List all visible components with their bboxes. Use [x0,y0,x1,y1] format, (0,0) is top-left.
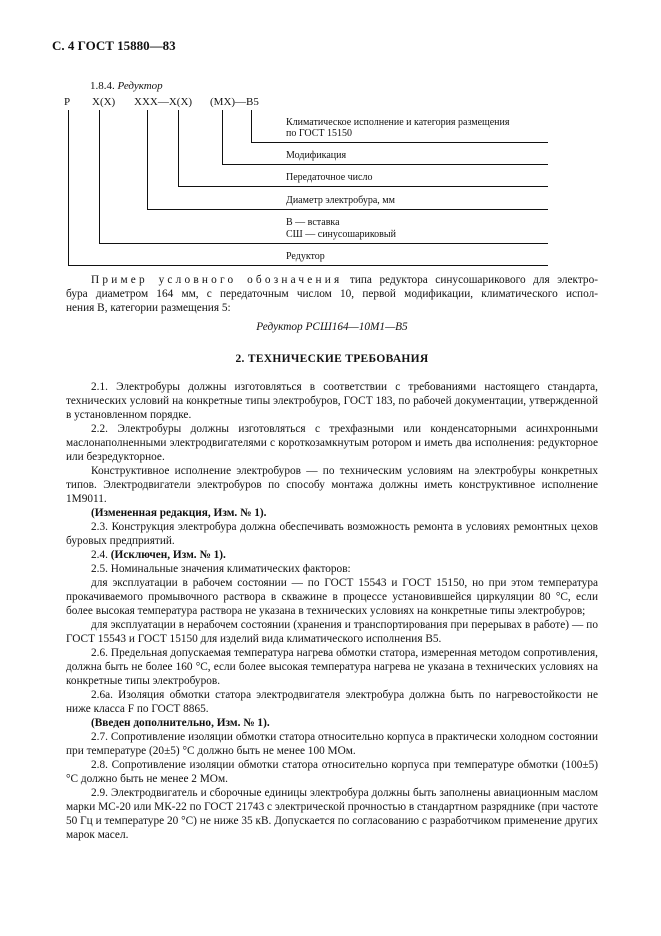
connector-type [99,110,100,243]
leader-climate [251,142,548,143]
label-diameter: Диаметр электробура, мм [286,195,395,206]
label-ratio: Передаточное число [286,172,373,183]
section-2-body [66,380,598,842]
paragraph-2-2: 2.2. Электробуры должны изготовляться с трехфазными или конденсаторными асинхронными маслонаполненными электродвигателями с короткозамкнутым ротором и иметь два исполнения: редукторное или безредукторное. [66,423,598,463]
code-part-diameter-ratio: ХХХ—Х(Х) [134,96,193,108]
page-header: С. 4 ГОСТ 15880—83 [52,38,176,53]
connector-ratio [178,110,179,186]
paragraph-2-3: 2.3. Конструкция электробура должна обеспечивать возможность ремонта в условиях ремонтных цехов буровых предприятий. [66,521,598,547]
example-paragraph [66,273,598,315]
section-number: 1.8.4. [90,80,115,92]
paragraph-2-5-working: для эксплуатации в рабочем состоянии — по ГОСТ 15543 и ГОСТ 15150, но при этом температура прокачиваемого промывочного раствора в скважине в процессе установившейся циркуляции 80 °С, если более высокая температура раствора не указана в технических условиях на конкретные типы электробуров; [66,577,598,617]
connector-diameter [147,110,148,209]
paragraph-2-1: 2.1. Электробуры должны изготовляться в соответствии с требованиями настоящего стандарта, технических условий на конкретные типы электробуров, ГОСТ 183, по рабочей документации, утвержденной в установленном порядке. [66,381,598,421]
leader-type [99,243,548,244]
leader-ratio [178,186,548,187]
leader-modification [222,164,548,165]
leader-reductor [68,265,548,266]
example-designation: Редуктор РСШ164—10М1—В5 [256,321,408,333]
connector-reductor [68,110,69,265]
label-sinusball: СШ — синусошариковый [286,229,396,240]
connector-climate [251,110,252,142]
code-part-modification-climate: (МХ)—В5 [210,96,259,108]
paragraph-2-9: 2.9. Электродвигатель и сборочные единицы электробура должны быть заполнены авиационным маслом марки МС-20 или МК-22 по ГОСТ 21743 с электрической прочностью в стандартном разряднике (при частоте 50 Гц и температуре 20 °С) не ниже 35 кВ. Допускается по согласованию с разработчиком применение других марок масел. [66,787,598,841]
paragraph-2-5-nonworking: для эксплуатации в нерабочем состоянии (хранения и транспортирования при перерывах в работе) — по ГОСТ 15543 и ГОСТ 15150 для изделий вида климатического исполнения В5. [66,619,598,645]
label-climate-gost: по ГОСТ 15150 [286,128,353,139]
code-part-r: Р [64,96,71,108]
paragraph-2-4: 2.4. (Исключен, Изм. № 1). [91,549,226,561]
example-lead: Пример условного обозначения [91,274,343,286]
paragraph-2-6: 2.6. Предельная допускаемая температура нагрева обмотки статора, измеренная методом сопротивления, должна быть не более 160 °С, если более высокая температура нагрева не указана в технических условиях на конкретные типы электробуров. [66,647,598,687]
code-part-type: Х(Х) [92,96,116,108]
section-2-title: 2. ТЕХНИЧЕСКИЕ ТРЕБОВАНИЯ [235,353,429,365]
example-line-1: Пример условного обозначения типа редуктора синусошарикового для электро- [91,274,598,286]
example-line-2: бура диаметром 164 мм, с передаточным числом 10, первой модификации, климатического испол- [66,288,598,300]
paragraph-2-6a: 2.6а. Изоляция обмотки статора электродвигателя электробура должна быть по нагревостойкости не ниже класса F по ГОСТ 8865. [66,689,598,715]
paragraph-2-4-excluded: (Исключен, Изм. № 1). [110,549,226,561]
label-modification: Модификация [286,150,347,161]
leader-diameter [147,209,548,210]
example-line-3: нения В, категории размещения 5: [66,302,231,314]
paragraph-2-7: 2.7. Сопротивление изоляции обмотки статора относительно корпуса в практически холодном состоянии при температуре (20±5) °С должно быть не менее 100 МОм. [66,731,598,757]
paragraph-2-5: 2.5. Номинальные значения климатических факторов: [91,563,351,575]
label-reductor: Редуктор [286,251,325,262]
label-insert: В — вставка [286,217,340,228]
amendment-note-2: (Введен дополнительно, Изм. № 1). [91,717,270,729]
paragraph-2-8: 2.8. Сопротивление изоляции обмотки статора относительно корпуса при температуре обмотки (100±5) °С должно быть не менее 2 МОм. [66,759,598,785]
section-title: Редуктор [117,80,163,92]
label-climate: Климатическое исполнение и категория размещения [286,117,510,128]
connector-modification [222,110,223,164]
amendment-note-1: (Измененная редакция, Изм. № 1). [91,507,267,519]
paragraph-2-2-construction: Конструктивное исполнение электробуров — по техническим условиям на электробуры конкретных типов. Электродвигатели электробуров по способу монтажа должны иметь конструктивное исполнение 1М9011. [66,465,598,505]
section-1-8-4-heading [90,80,163,92]
